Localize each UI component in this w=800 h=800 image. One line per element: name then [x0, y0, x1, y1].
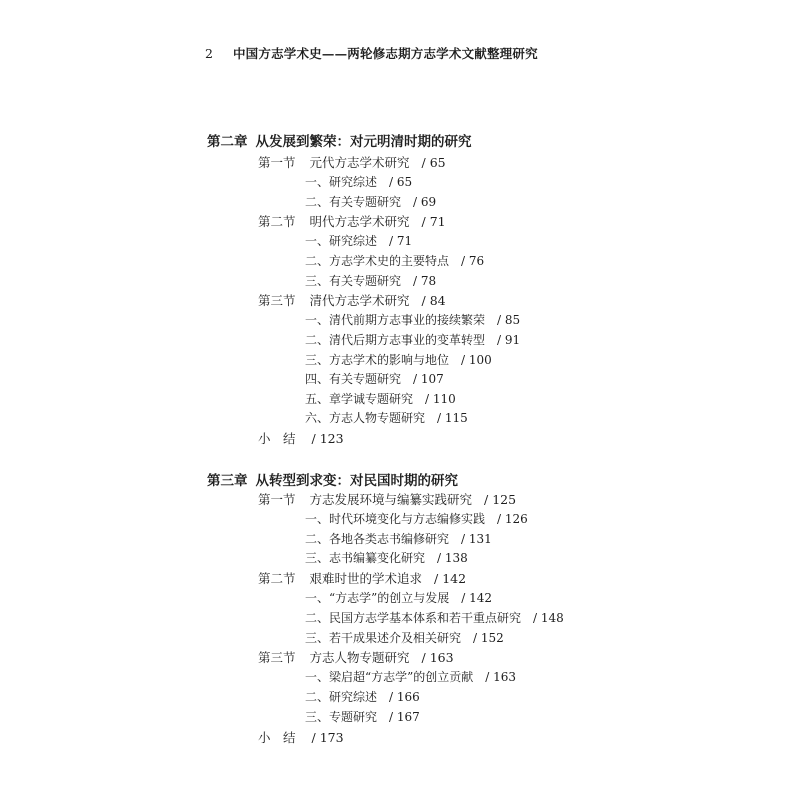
toc-page-number: / 84	[421, 293, 446, 308]
toc-page-number: / 71	[421, 214, 446, 229]
toc-page-number: / 152	[473, 631, 504, 645]
toc-section	[258, 648, 454, 666]
toc-title: 元代方志学术研究	[309, 155, 410, 170]
toc-title: 五、章学诚专题研究	[305, 392, 414, 406]
toc-sub	[305, 409, 468, 426]
toc-sub	[305, 351, 492, 368]
toc-title: 三、专题研究	[305, 710, 378, 724]
toc-page-number: / 173	[311, 730, 344, 745]
toc-chapter	[207, 469, 458, 489]
toc-title: 明代方志学术研究	[309, 214, 410, 229]
toc-title: 一、梁启超“方志学”的创立贡献	[305, 670, 474, 684]
toc-title: 三、方志学术的影响与地位	[305, 353, 450, 367]
toc-page-number: / 91	[497, 333, 521, 347]
toc-title: 三、志书编纂变化研究	[305, 551, 426, 565]
toc-sub	[305, 708, 420, 725]
toc-page-number: / 142	[434, 571, 467, 586]
toc-page-number: / 71	[389, 234, 413, 248]
toc-label: 第一节	[258, 155, 296, 170]
toc-sub	[305, 390, 456, 407]
toc-sub	[305, 589, 492, 606]
toc-sub	[305, 688, 420, 705]
toc-page-number: / 65	[389, 175, 413, 189]
toc-section	[258, 212, 446, 230]
toc-page-number: / 142	[461, 591, 493, 605]
toc-label: 第三节	[258, 650, 296, 665]
toc-title: 二、方志学术史的主要特点	[305, 254, 450, 268]
toc-title: 一、研究综述	[305, 234, 378, 248]
toc-title: 三、有关专题研究	[305, 274, 402, 288]
toc-label: 第二节	[258, 214, 296, 229]
page-number: 2	[205, 46, 213, 61]
toc-page-number: / 166	[389, 690, 420, 704]
toc-summary	[258, 429, 344, 447]
toc-page-number: / 167	[389, 710, 420, 724]
toc-label: 小 结	[258, 431, 296, 446]
toc-page-number: / 110	[425, 392, 456, 406]
toc-section	[258, 153, 446, 171]
toc-page-number: / 126	[497, 512, 528, 526]
toc-title: 三、若干成果述介及相关研究	[305, 631, 462, 645]
toc-label: 第二节	[258, 571, 296, 586]
toc-title: 二、有关专题研究	[305, 195, 402, 209]
toc-page-number: / 100	[461, 353, 492, 367]
toc-page-number: / 65	[421, 155, 446, 170]
toc-title: 二、各地各类志书编修研究	[305, 532, 450, 546]
toc-page-number: / 163	[485, 670, 517, 684]
toc-summary	[258, 728, 344, 746]
toc-title: 二、清代后期方志事业的变革转型	[305, 333, 486, 347]
toc-title: 一、研究综述	[305, 175, 378, 189]
toc-sub	[305, 173, 412, 190]
toc-page-number: / 76	[461, 254, 485, 268]
toc-page-number: / 115	[437, 411, 468, 425]
toc-page-number: / 107	[413, 372, 444, 386]
toc-title: 方志人物专题研究	[309, 650, 410, 665]
toc-sub	[305, 311, 520, 328]
toc-sub	[305, 530, 492, 547]
toc-sub	[305, 272, 436, 289]
toc-page-number: / 69	[413, 195, 437, 209]
toc-section	[258, 291, 446, 309]
toc-title: 四、有关专题研究	[305, 372, 402, 386]
toc-label: 小 结	[258, 730, 296, 745]
toc-page-number: / 131	[461, 532, 492, 546]
toc-title: 清代方志学术研究	[309, 293, 410, 308]
toc-title: 二、研究综述	[305, 690, 378, 704]
toc-title: 二、民国方志学基本体系和若干重点研究	[305, 611, 522, 625]
toc-title: 一、清代前期方志事业的接续繁荣	[305, 313, 486, 327]
toc-page-number: / 78	[413, 274, 437, 288]
toc-sub	[305, 668, 516, 685]
toc-sub	[305, 629, 504, 646]
toc-sub	[305, 549, 468, 566]
toc-section	[258, 569, 466, 587]
toc-sub	[305, 232, 412, 249]
toc-title: 一、“方志学”的创立与发展	[305, 591, 450, 605]
toc-label: 第一节	[258, 492, 296, 507]
toc-title: 从转型到求变：对民国时期的研究	[255, 473, 458, 489]
toc-sub	[305, 331, 520, 348]
toc-chapter	[207, 130, 472, 150]
toc-sub	[305, 193, 436, 210]
toc-section	[258, 490, 516, 508]
toc-label: 第三章	[207, 473, 248, 489]
toc-title: 六、方志人物专题研究	[305, 411, 426, 425]
toc-label: 第三节	[258, 293, 296, 308]
toc-title: 一、时代环境变化与方志编修实践	[305, 512, 486, 526]
toc-label: 第二章	[207, 134, 248, 150]
toc-sub	[305, 510, 528, 527]
toc-page-number: / 138	[437, 551, 468, 565]
toc-sub	[305, 370, 444, 387]
running-title: 中国方志学术史——两轮修志期方志学术文献整理研究	[232, 46, 538, 61]
toc-sub	[305, 252, 484, 269]
running-header	[205, 44, 538, 62]
toc-page-number: / 125	[484, 492, 517, 507]
toc-title: 方志发展环境与编纂实践研究	[309, 492, 473, 507]
toc-page-number: / 123	[311, 431, 344, 446]
toc-title: 从发展到繁荣：对元明清时期的研究	[255, 134, 472, 150]
toc-sub	[305, 609, 564, 626]
toc-page-number: / 148	[533, 611, 564, 625]
toc-page-number: / 85	[497, 313, 521, 327]
toc-title: 艰难时世的学术追求	[309, 571, 423, 586]
toc-page-number: / 163	[421, 650, 454, 665]
